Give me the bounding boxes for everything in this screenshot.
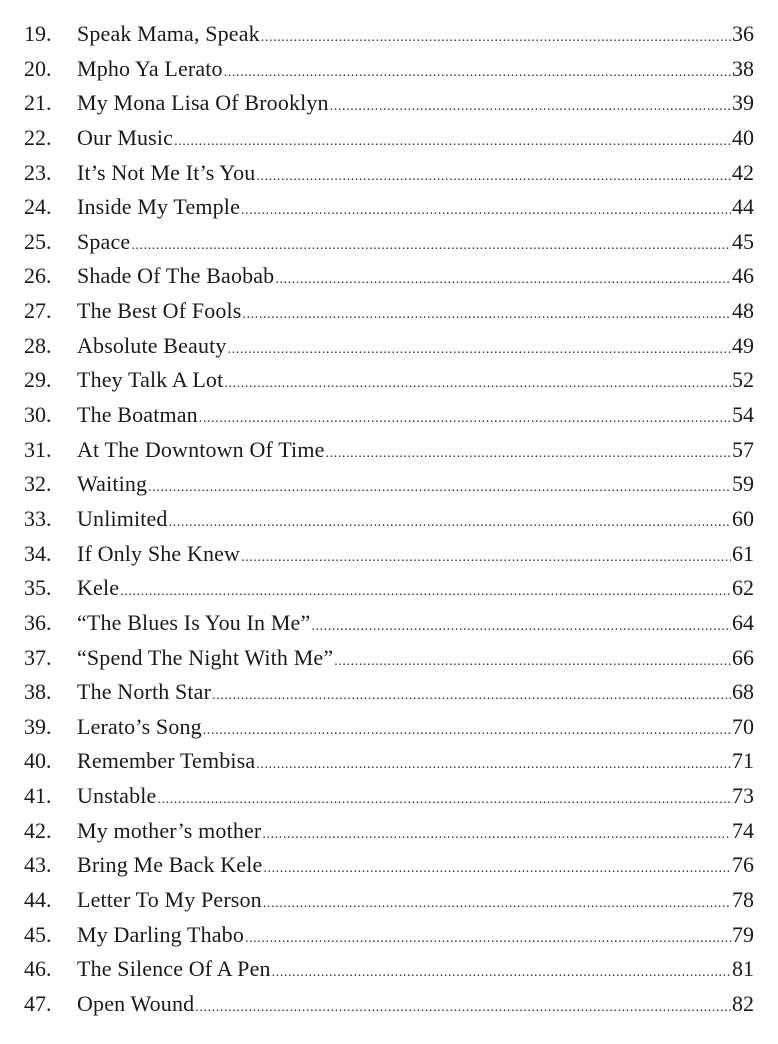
toc-entry-number: 27.	[24, 298, 52, 324]
toc-entry-title: “Spend The Night With Me”	[77, 644, 334, 670]
toc-entry-number: 23.	[24, 159, 52, 185]
toc-entry-title: The Boatman	[77, 402, 198, 428]
toc-entry-page: 60	[732, 505, 754, 531]
toc-entry-title: Space	[77, 228, 131, 254]
toc-entry-number: 37.	[24, 644, 52, 670]
dot-leader	[256, 160, 731, 195]
dot-leader	[334, 645, 731, 680]
dot-leader	[199, 402, 731, 437]
toc-entry-number: 29.	[24, 367, 52, 393]
toc-entry-page: 81	[732, 956, 754, 982]
toc-entry	[24, 641, 754, 676]
toc-entry-number: 22.	[24, 124, 52, 150]
toc-entry	[24, 52, 754, 87]
toc-entry-number: 38.	[24, 679, 52, 705]
dot-leader	[131, 229, 731, 264]
toc-entry-page: 62	[732, 575, 754, 601]
toc-entry	[24, 883, 754, 918]
dot-leader	[263, 887, 731, 922]
toc-entry-page: 70	[732, 713, 754, 739]
toc-entry-page: 36	[732, 21, 754, 46]
toc-entry-page: 57	[732, 436, 754, 462]
toc-entry-page: 78	[732, 887, 754, 913]
toc-entry-number: 41.	[24, 783, 52, 809]
toc-entry	[24, 294, 754, 329]
toc-entry-page: 74	[732, 817, 754, 843]
toc-entry-title: My mother’s mother	[77, 817, 262, 843]
toc-entry-number: 21.	[24, 90, 52, 116]
dot-leader	[262, 818, 731, 853]
toc-entry-title: Lerato’s Song	[77, 713, 202, 739]
toc-entry	[24, 225, 754, 260]
toc-entry-number: 45.	[24, 921, 52, 947]
dot-leader	[245, 922, 731, 957]
dot-leader	[212, 679, 731, 714]
toc-entry-page: 79	[732, 921, 754, 947]
toc-entry-title: Open Wound	[77, 990, 195, 1016]
toc-entry	[24, 86, 754, 121]
toc-entry	[24, 259, 754, 294]
dot-leader	[203, 714, 731, 749]
dot-leader	[330, 90, 731, 125]
toc-entry-number: 46.	[24, 956, 52, 982]
toc-entry-page: 39	[732, 90, 754, 116]
toc-entry	[24, 190, 754, 225]
toc-entry-page: 59	[732, 471, 754, 497]
toc-entry-title: Unlimited	[77, 505, 168, 531]
toc-entry-number: 19.	[24, 21, 52, 46]
toc-entry-page: 66	[732, 644, 754, 670]
toc-entry-page: 64	[732, 609, 754, 635]
toc-entry-number: 43.	[24, 852, 52, 878]
toc-entry-title: My Mona Lisa Of Brooklyn	[77, 90, 329, 116]
dot-leader	[261, 21, 731, 56]
toc-entry-title: Inside My Temple	[77, 194, 240, 220]
toc-entry-page: 68	[732, 679, 754, 705]
toc-entry	[24, 675, 754, 710]
toc-entry-page: 40	[732, 124, 754, 150]
toc-entry-title: Our Music	[77, 124, 174, 150]
toc-entry-page: 71	[732, 748, 754, 774]
toc-entry-number: 33.	[24, 505, 52, 531]
toc-entry-number: 36.	[24, 609, 52, 635]
toc-entry-title: Unstable	[77, 783, 157, 809]
toc-entry	[24, 952, 754, 987]
toc-entry-number: 26.	[24, 263, 52, 289]
toc-entry	[24, 537, 754, 572]
dot-leader	[272, 956, 731, 991]
toc-entry-page: 42	[732, 159, 754, 185]
dot-leader	[224, 367, 731, 402]
toc-entry-page: 73	[732, 783, 754, 809]
dot-leader	[148, 471, 731, 506]
toc-entry-title: The Silence Of A Pen	[77, 956, 271, 982]
toc-entry	[24, 987, 754, 1022]
toc-entry-number: 31.	[24, 436, 52, 462]
toc-entry-number: 35.	[24, 575, 52, 601]
toc-entry	[24, 433, 754, 468]
toc-entry-number: 28.	[24, 332, 52, 358]
toc-entry	[24, 17, 754, 52]
toc-entry-title: Remember Tembisa	[77, 748, 256, 774]
toc-entry-title: Bring Me Back Kele	[77, 852, 263, 878]
toc-entry-page: 44	[732, 194, 754, 220]
toc-entry-page: 54	[732, 402, 754, 428]
toc-entry-page: 49	[732, 332, 754, 358]
dot-leader	[195, 991, 731, 1026]
dot-leader	[263, 852, 731, 887]
dot-leader	[169, 506, 731, 541]
toc-entry-title: The North Star	[77, 679, 212, 705]
toc-entry-title: Absolute Beauty	[77, 332, 227, 358]
toc-entry-number: 32.	[24, 471, 52, 497]
toc-entry	[24, 571, 754, 606]
dot-leader	[275, 263, 731, 298]
toc-entry-title: My Darling Thabo	[77, 921, 244, 947]
toc-entry-title: If Only She Knew	[77, 540, 241, 566]
toc-entry	[24, 398, 754, 433]
toc-entry-page: 52	[732, 367, 754, 393]
table-of-contents	[24, 17, 754, 1022]
toc-entry-number: 25.	[24, 228, 52, 254]
toc-entry-number: 42.	[24, 817, 52, 843]
toc-entry	[24, 848, 754, 883]
toc-entry-page: 76	[732, 852, 754, 878]
toc-entry-page: 45	[732, 228, 754, 254]
toc-entry-title: The Best Of Fools	[77, 298, 242, 324]
toc-entry-title: Speak Mama, Speak	[77, 21, 260, 46]
toc-entry-number: 24.	[24, 194, 52, 220]
toc-entry-page: 48	[732, 298, 754, 324]
dot-leader	[326, 437, 731, 472]
toc-entry	[24, 502, 754, 537]
toc-entry-number: 20.	[24, 55, 52, 81]
toc-entry-title: Kele	[77, 575, 120, 601]
toc-entry	[24, 156, 754, 191]
dot-leader	[311, 610, 731, 645]
toc-entry-title: They Talk A Lot	[77, 367, 224, 393]
toc-entry	[24, 744, 754, 779]
toc-entry-number: 44.	[24, 887, 52, 913]
toc-entry-number: 47.	[24, 990, 52, 1016]
dot-leader	[174, 125, 731, 160]
toc-entry-number: 30.	[24, 402, 52, 428]
dot-leader	[241, 194, 731, 229]
toc-entry-title: Waiting	[77, 471, 148, 497]
dot-leader	[243, 298, 732, 333]
toc-entry	[24, 363, 754, 398]
dot-leader	[120, 575, 731, 610]
toc-entry-title: At The Downtown Of Time	[77, 436, 325, 462]
toc-entry	[24, 918, 754, 953]
toc-entry-title: Shade Of The Baobab	[77, 263, 275, 289]
toc-entry-number: 34.	[24, 540, 52, 566]
toc-entry-title: It’s Not Me It’s You	[77, 159, 256, 185]
toc-entry	[24, 779, 754, 814]
toc-entry-page: 61	[732, 540, 754, 566]
toc-entry-number: 39.	[24, 713, 52, 739]
dot-leader	[256, 748, 731, 783]
toc-entry-page: 38	[732, 55, 754, 81]
toc-entry	[24, 467, 754, 502]
toc-entry	[24, 121, 754, 156]
toc-entry	[24, 606, 754, 641]
toc-entry-page: 46	[732, 263, 754, 289]
dot-leader	[228, 333, 731, 368]
toc-entry-title: Mpho Ya Lerato	[77, 55, 223, 81]
dot-leader	[157, 783, 731, 818]
dot-leader	[224, 56, 731, 91]
dot-leader	[241, 541, 731, 576]
toc-entry	[24, 329, 754, 364]
toc-entry-number: 40.	[24, 748, 52, 774]
toc-entry	[24, 710, 754, 745]
toc-entry-title: “The Blues Is You In Me”	[77, 609, 311, 635]
toc-entry-title: Letter To My Person	[77, 887, 262, 913]
toc-entry-page: 82	[732, 990, 754, 1016]
toc-entry	[24, 814, 754, 849]
